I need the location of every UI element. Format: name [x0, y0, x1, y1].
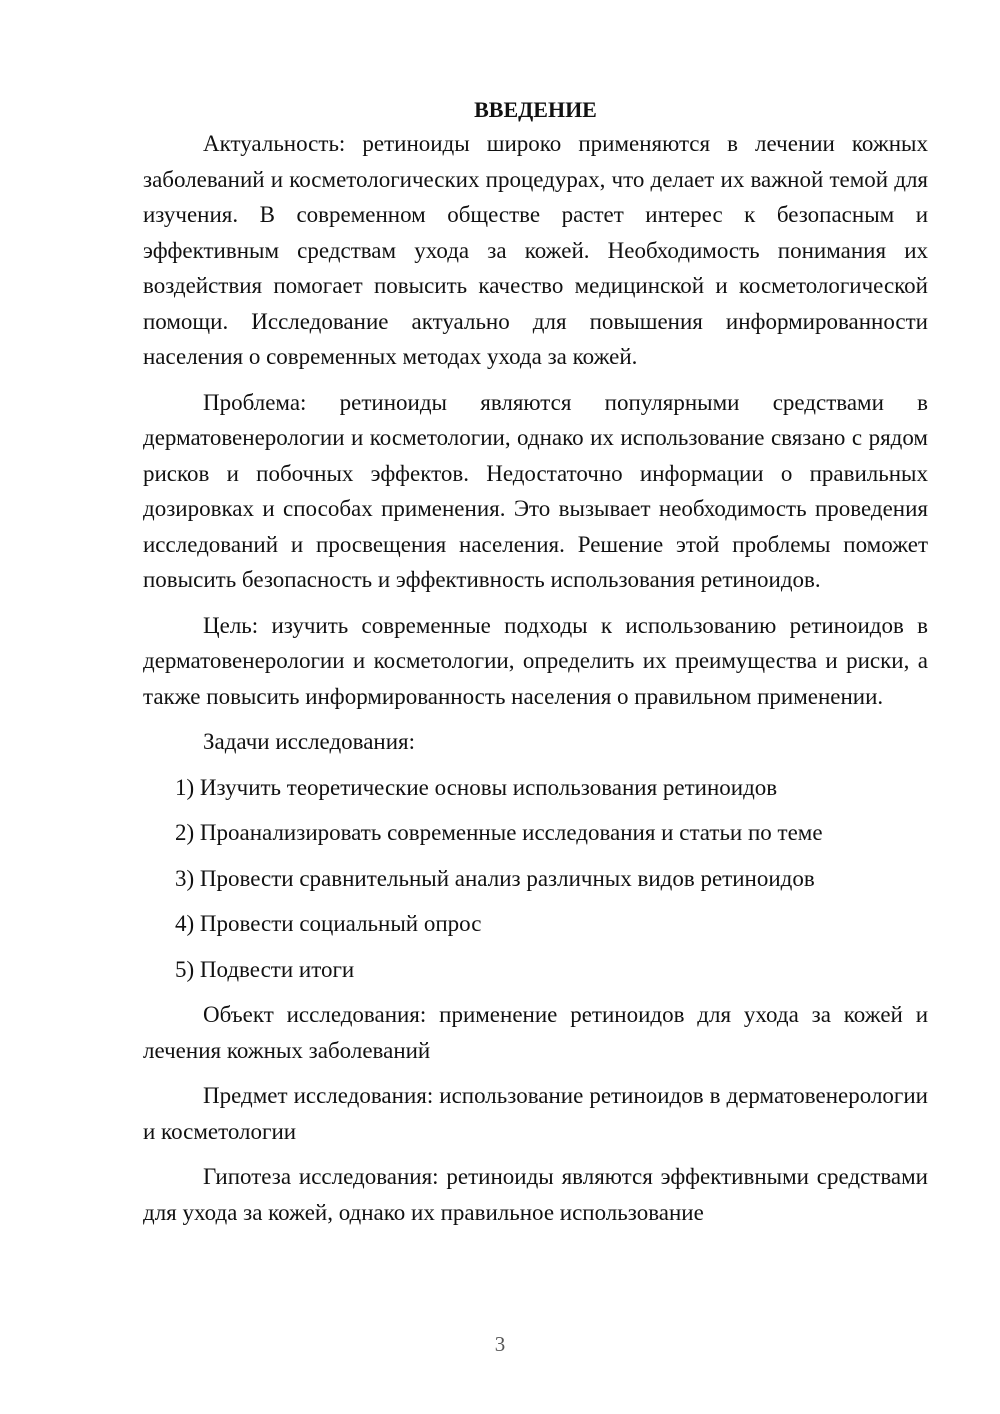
- paragraph-problem: Проблема: ретиноиды являются популярными средствами в дерматовенерологии и косметологии, однако их использование связано с рядом рисков и побочных эффектов. Недостаточно информации о правильных дозировках и способах применения. Это вызывает необходимость проведения исследований и просвещения населения. Решение этой проблемы поможет повысить безопасность и эффективность использования ретиноидов.: [143, 389, 928, 592]
- list-item: 2) Проанализировать современные исследования и статьи по теме: [175, 820, 823, 845]
- list-item: 5) Подвести итоги: [175, 956, 355, 982]
- list-item: 4) Провести социальный опрос: [175, 911, 482, 936]
- list-item: 1) Изучить теоретические основы использования ретиноидов: [175, 774, 778, 800]
- paragraph-relevance: Актуальность: ретиноиды широко применяются в лечении кожных заболеваний и косметологических процедурах, что делает их важной темой для изучения. В современном обществе растет интерес к безопасным и эффективным средствам ухода за кожей. Необходимость понимания их воздействия помогает повысить качество медицинской и косметологической помощи. Исследование актуально для повышения информированности населения о современных методах ухода за кожей.: [143, 131, 928, 369]
- paragraph-object: Объект исследования: применение ретиноидов для ухода за кожей и лечения кожных заболеваний: [143, 1002, 928, 1063]
- tasks-list: [143, 770, 928, 988]
- page-number: 3: [494, 1332, 506, 1356]
- document-page: [143, 90, 928, 1240]
- paragraph-subject: Предмет исследования: использование ретиноидов в дерматовенерологии и косметологии: [143, 1083, 928, 1144]
- paragraph-goal: Цель: изучить современные подходы к использованию ретиноидов в дерматовенерологии и косметологии, определить их преимущества и риски, а также повысить информированность населения о правильном применении.: [143, 612, 928, 709]
- list-item: 3) Провести сравнительный анализ различных видов ретиноидов: [175, 865, 815, 891]
- tasks-heading: Задачи исследования:: [203, 729, 416, 754]
- section-title: ВВЕДЕНИЕ: [474, 97, 597, 122]
- paragraph-hypothesis: Гипотеза исследования: ретиноиды являются эффективными средствами для ухода за кожей, однако их правильное использование: [143, 1164, 928, 1225]
